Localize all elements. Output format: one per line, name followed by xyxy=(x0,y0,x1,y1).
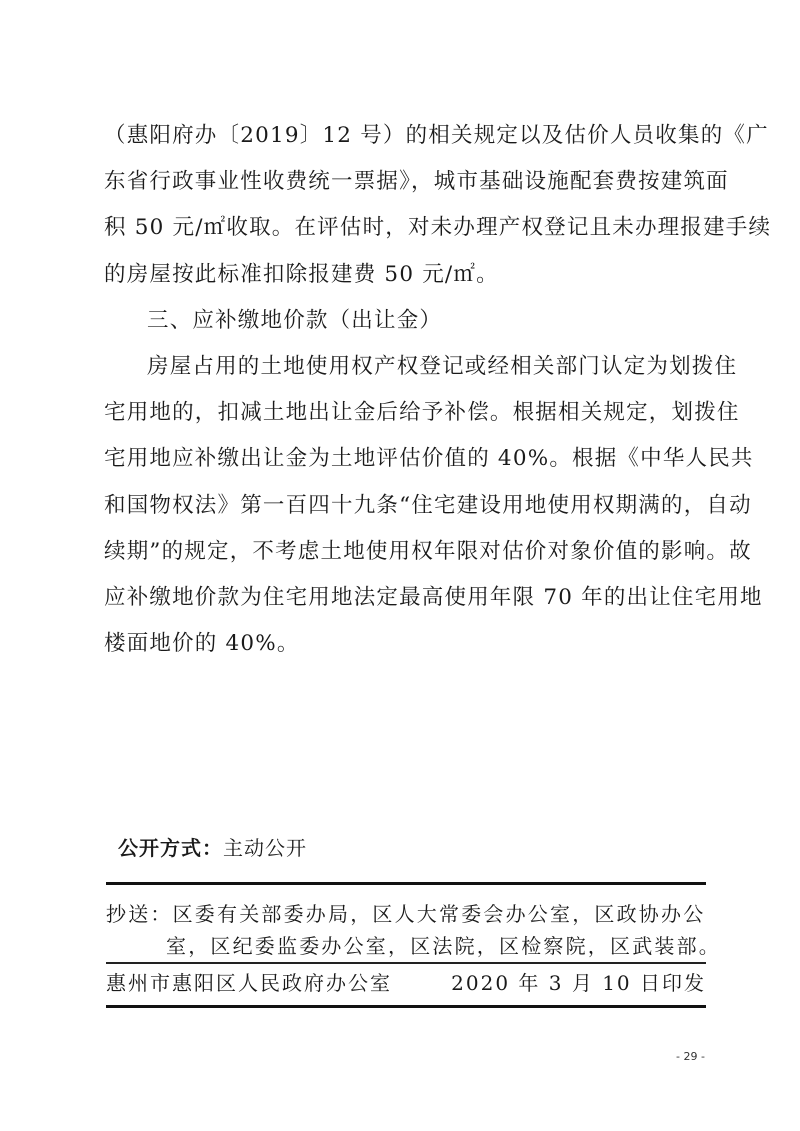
page-number: - 29 - xyxy=(676,1050,705,1063)
cc-recipients xyxy=(106,898,721,962)
top-rule xyxy=(106,882,706,885)
section-heading: 三、应补缴地价款（出让金） xyxy=(147,307,443,333)
paragraph-line: 和国物权法》第一百四十九条“住宅建设用地使用权期满的，自动 xyxy=(104,492,752,518)
cc-line: 室，区纪委监委办公室，区法院，区检察院，区武装部。 xyxy=(166,934,721,958)
disclosure-value: 主动公开 xyxy=(223,836,307,860)
paragraph-line: 楼面地价的 40%。 xyxy=(104,631,300,657)
body-line: 的房屋按此标准扣除报建费 50 元/㎡。 xyxy=(104,261,499,287)
disclosure-label: 公开方式： xyxy=(118,836,223,860)
bottom-rule xyxy=(106,1005,706,1008)
body-line: （惠阳府办〔2019〕12 号）的相关规定以及估价人员收集的《广 xyxy=(104,123,769,148)
issue-date: 2020 年 3 月 10 日印发 xyxy=(451,971,706,995)
body-text xyxy=(104,113,772,667)
middle-rule xyxy=(106,962,706,964)
paragraph-line: 续期”的规定，不考虑土地使用权年限对估价对象价值的影响。故 xyxy=(104,538,752,564)
disclosure-method xyxy=(118,832,307,861)
paragraph-line: 宅用地的，扣减土地出让金后给予补偿。根据相关规定，划拨住 xyxy=(104,400,740,426)
issuer-name: 惠州市惠阳区人民政府办公室 xyxy=(106,971,392,995)
paragraph-line: 房屋占用的土地使用权产权登记或经相关部门认定为划拨住 xyxy=(147,353,738,379)
paragraph-line: 应补缴地价款为住宅用地法定最高使用年限 70 年的出让住宅用地 xyxy=(104,584,763,610)
body-line: 积 50 元/㎡收取。在评估时，对未办理产权登记且未办理报建手续 xyxy=(104,215,772,241)
body-line: 东省行政事业性收费统一票据》，城市基础设施配套费按建筑面 xyxy=(104,169,729,195)
cc-line: 抄送：区委有关部委办局，区人大常委会办公室，区政协办公 xyxy=(106,902,706,926)
paragraph-line: 宅用地应补缴出让金为土地评估价值的 40%。根据《中华人民共 xyxy=(104,446,754,472)
